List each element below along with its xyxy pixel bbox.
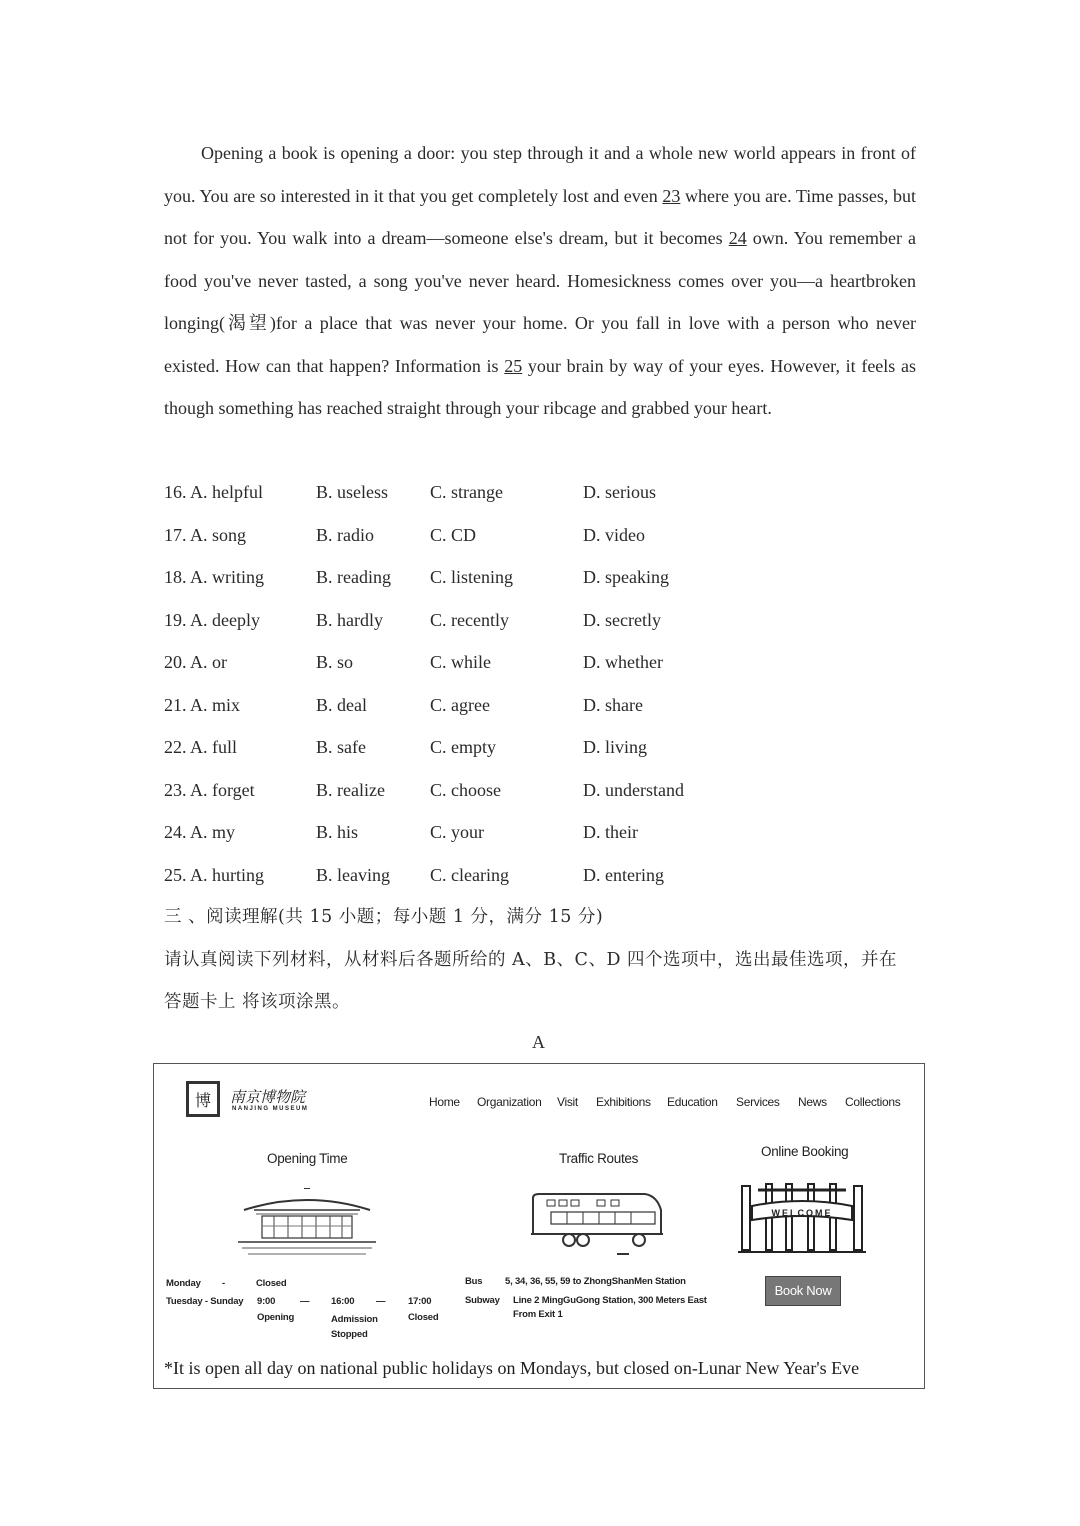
close-time: 17:00 (408, 1296, 432, 1307)
museum-logo-icon: 博 (186, 1081, 220, 1117)
passage-text: your brain by way of your eyes. However, it feels as though something has reached straight through your ribcage and grabbed your heart. (164, 355, 916, 418)
nav-services[interactable]: Services (736, 1095, 780, 1109)
passage-text: own. You remember a food you've never tasted, a song you've never heard. Homesickness comes over you—a heartbroken longing(渴望)for a place that was never your home. Or you fall in love with a person who never existed. How can that happen? Information is (164, 228, 917, 376)
tuesday-label: Tuesday - Sunday (166, 1296, 244, 1307)
option-row (164, 556, 916, 599)
option-c: C. strange (430, 482, 503, 502)
option-a: 23. A. forget (164, 779, 255, 800)
subway-value: From Exit 1 (513, 1309, 563, 1320)
option-b: B. radio (316, 524, 374, 545)
nav-exhibitions[interactable]: Exhibitions (596, 1095, 651, 1109)
bus-label: Bus (465, 1276, 483, 1287)
option-d: D. speaking (583, 567, 669, 587)
open-time: 9:00 (257, 1296, 276, 1307)
opening-time-heading: Opening Time (267, 1151, 348, 1166)
option-d: D. understand (583, 779, 684, 800)
museum-footnote: *It is open all day on national public holidays on Mondays, but closed on-Lunar New Year's Eve (164, 1358, 860, 1378)
option-row (164, 726, 916, 769)
option-row (164, 599, 916, 642)
option-a: 18. A. writing (164, 567, 265, 587)
option-c: C. clearing (430, 864, 509, 885)
nav-news[interactable]: News (798, 1095, 827, 1109)
blank-23: 23 (662, 185, 681, 206)
museum-building-icon (234, 1188, 380, 1260)
monday-value: Closed (256, 1278, 287, 1289)
open-label: Opening (257, 1312, 295, 1323)
option-a: 22. A. full (164, 737, 238, 757)
time-dash: — (300, 1296, 310, 1307)
nav-education[interactable]: Education (667, 1095, 718, 1109)
museum-logo-cn: 南京博物院 (230, 1088, 306, 1106)
bus-value: 5, 34, 36, 55, 59 to ZhongShanMen Station (505, 1276, 686, 1287)
option-b: B. reading (316, 567, 391, 587)
option-b: B. his (316, 822, 359, 842)
section-title: 三 、阅读理解(共 15 小题；每小题 1 分，满分 15 分) (164, 907, 604, 927)
subway-value: Line 2 MingGuGong Station, 300 Meters East (513, 1295, 707, 1306)
blank-24: 24 (728, 228, 747, 248)
welcome-sign-text: WELCOME (771, 1208, 833, 1218)
stop-label: Admission Stopped (331, 1314, 378, 1340)
option-b: B. leaving (316, 864, 390, 885)
option-d: D. entering (583, 864, 664, 885)
option-d: D. video (583, 524, 645, 545)
option-d: D. serious (583, 482, 656, 502)
option-a: 16. A. helpful (164, 482, 263, 502)
welcome-gate-icon (738, 1176, 866, 1256)
option-b: B. realize (316, 779, 385, 800)
option-d: D. secretly (583, 609, 661, 630)
book-now-button[interactable]: Book Now (765, 1276, 841, 1306)
option-d: D. living (583, 737, 648, 757)
time-dash: — (376, 1296, 386, 1307)
close-label: Closed (408, 1312, 439, 1323)
option-a: 24. A. my (164, 822, 236, 842)
blank-25: 25 (504, 355, 523, 376)
cloze-passage (164, 132, 916, 430)
option-row (164, 811, 916, 854)
passage-paragraph (164, 132, 916, 430)
option-b: B. deal (316, 694, 367, 715)
passage-text: where you are. Time passes, but not for you. You walk into a dream—someone else's dream, but it becomes (164, 185, 916, 248)
nav-collections[interactable]: Collections (845, 1095, 901, 1109)
answer-options (164, 471, 916, 896)
option-a: 20. A. or (164, 652, 227, 672)
option-c: C. while (430, 652, 491, 672)
museum-logo-en: NANJING MUSEUM (232, 1106, 309, 1112)
instruction-line: 请认真阅读下列材料，从材料后各题所给的 A、B、C、D 四个选项中，选出最佳选项，并在 (164, 950, 898, 970)
option-a: 25. A. hurting (164, 864, 265, 885)
passage-text: Opening a book is opening a door: you step through it and a whole new world appears in front of you. You are so interested in it that you get completely lost and even (164, 143, 916, 206)
option-a: 19. A. deeply (164, 609, 260, 630)
option-b: B. hardly (316, 609, 383, 630)
option-row (164, 769, 916, 812)
traffic-routes-heading: Traffic Routes (559, 1151, 639, 1166)
option-row (164, 471, 916, 514)
passage-label: A (532, 1032, 545, 1052)
option-c: C. empty (430, 737, 496, 757)
option-c: C. your (430, 822, 484, 842)
option-b: B. useless (316, 482, 388, 502)
option-c: C. listening (430, 567, 514, 587)
option-row (164, 514, 916, 557)
nav-visit[interactable]: Visit (557, 1095, 578, 1109)
option-c: C. recently (430, 609, 509, 630)
option-b: B. safe (316, 737, 366, 757)
stop-time: 16:00 (331, 1296, 355, 1307)
museum-webpage-figure (153, 1063, 925, 1389)
nav-organization[interactable]: Organization (477, 1095, 542, 1109)
option-d: D. share (583, 694, 643, 715)
option-row (164, 641, 916, 684)
option-d: D. whether (583, 652, 663, 672)
monday-dash: - (222, 1278, 225, 1289)
option-a: 17. A. song (164, 524, 247, 545)
option-b: B. so (316, 652, 354, 672)
option-c: C. agree (430, 694, 490, 715)
option-c: C. CD (430, 524, 477, 545)
online-booking-heading: Online Booking (761, 1144, 849, 1159)
option-a: 21. A. mix (164, 694, 241, 715)
option-d: D. their (583, 822, 638, 842)
option-row (164, 684, 916, 727)
nav-home[interactable]: Home (429, 1095, 460, 1109)
monday-label: Monday (166, 1278, 201, 1289)
bus-icon (527, 1190, 665, 1260)
option-row (164, 854, 916, 897)
option-c: C. choose (430, 779, 501, 800)
subway-label: Subway (465, 1295, 500, 1306)
instruction-line: 答题卡上 将该项涂黑。 (164, 992, 351, 1012)
